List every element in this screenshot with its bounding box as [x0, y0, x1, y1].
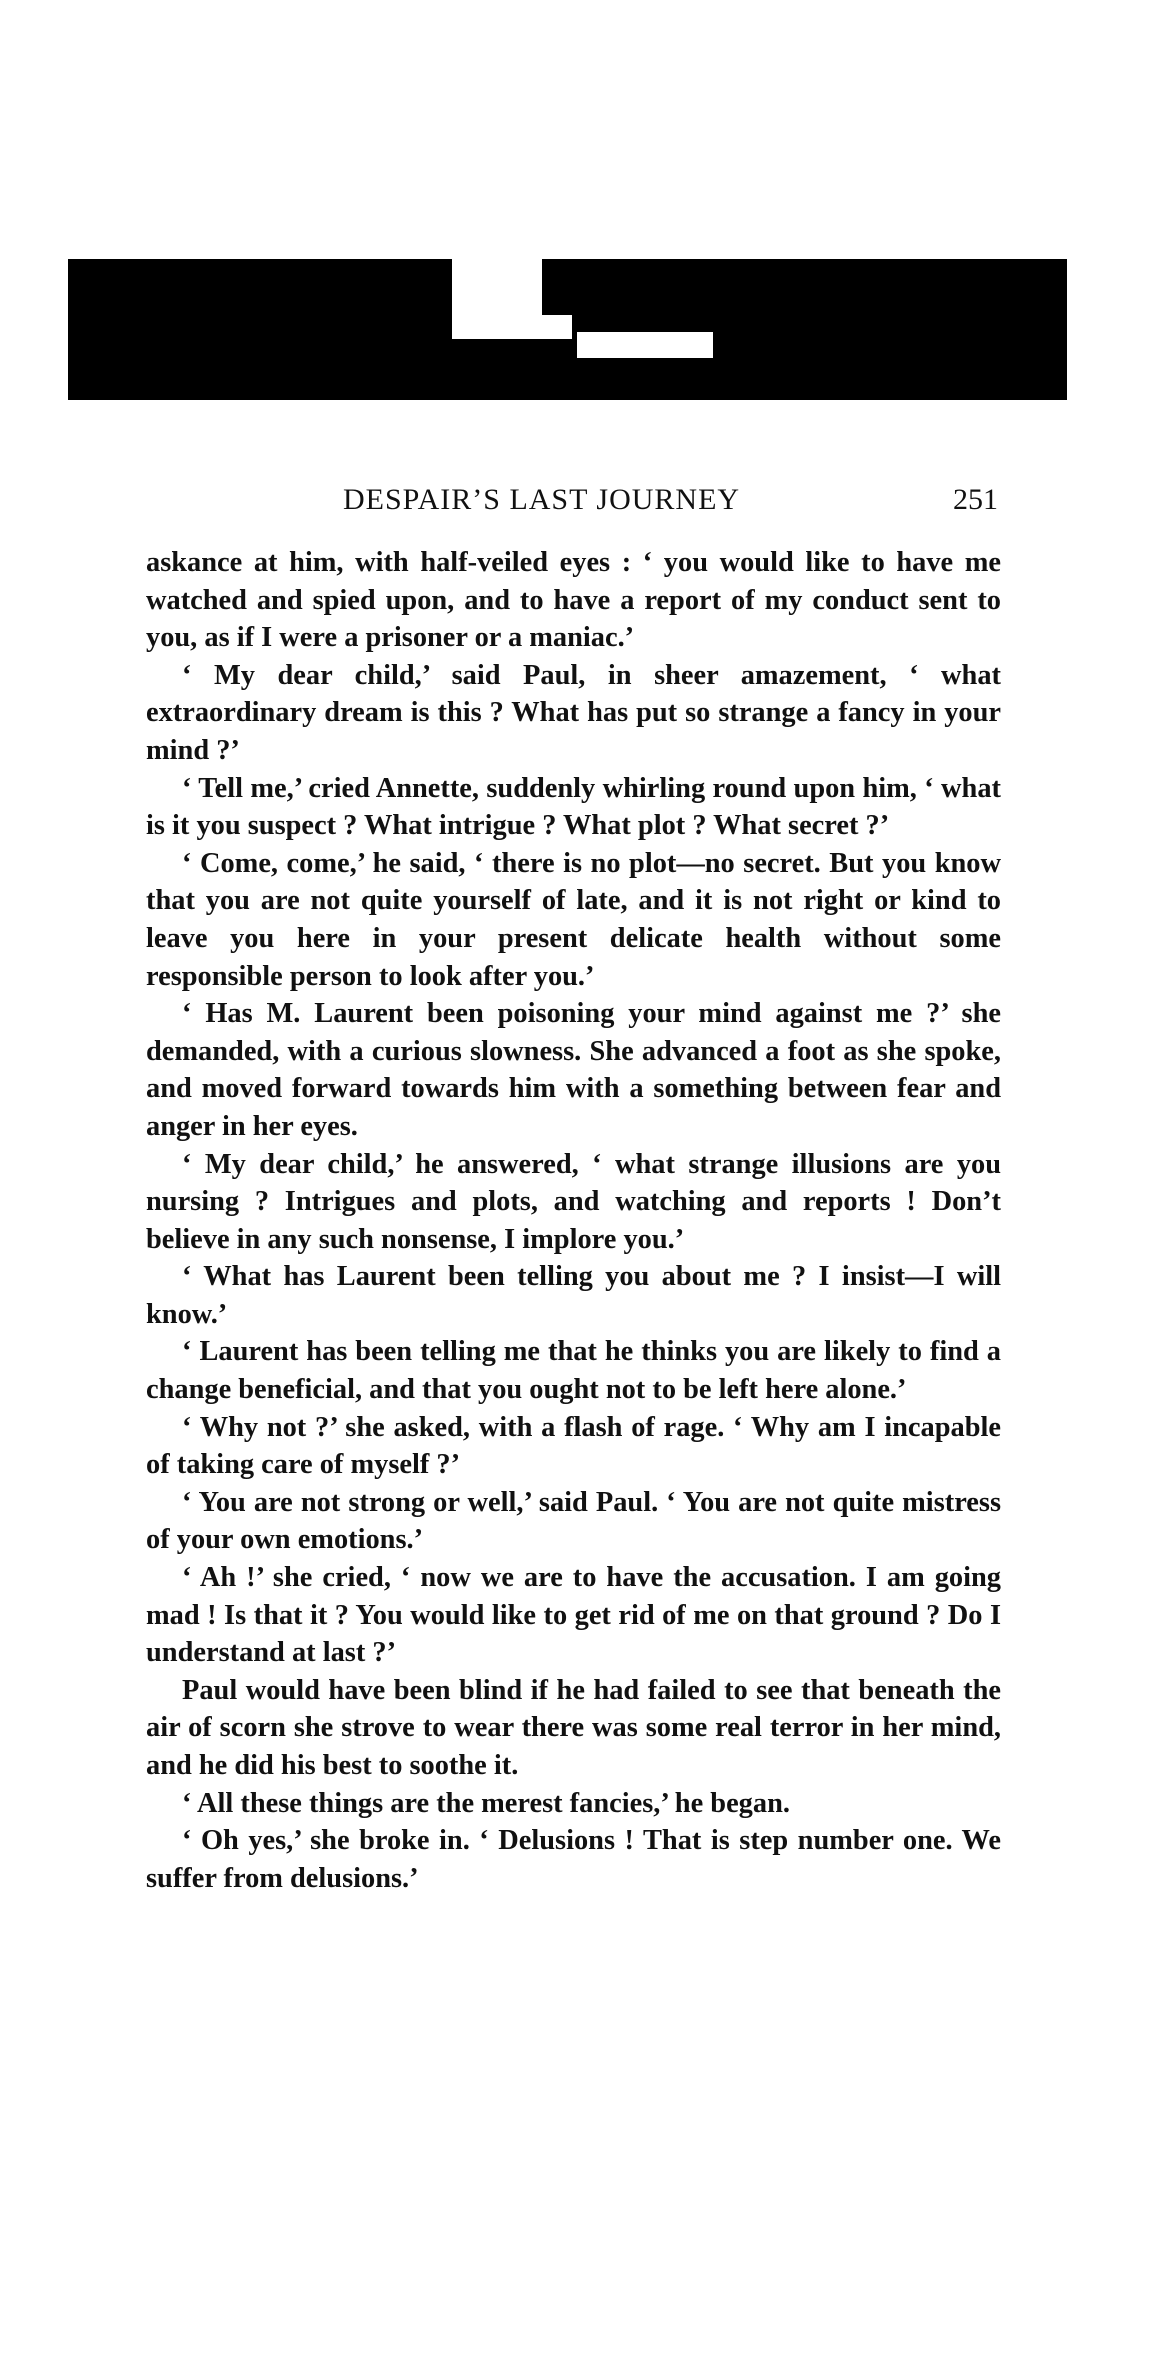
- running-head: [148, 478, 998, 522]
- paragraph: ‘ My dear child,’ he answered, ‘ what strange illusions are you nursing ? Intrigues and plots, and watching and reports ! Don’t believe in any such nonsense, I implore you.’: [146, 1148, 1001, 1255]
- paragraph: ‘ Why not ?’ she asked, with a flash of rage. ‘ Why am I incapable of taking care of myself ?’: [146, 1411, 1001, 1481]
- scan-artifact-white: [452, 315, 572, 339]
- chapter-title: DESPAIR’S LAST JOURNEY: [343, 483, 741, 516]
- scan-artifact-white: [577, 332, 713, 358]
- page-number: 251: [953, 483, 998, 516]
- paragraph: Paul would have been blind if he had failed to see that beneath the air of scorn she strove to wear there was some real terror in her mind, and he did his best to soothe it.: [146, 1674, 1001, 1781]
- paragraph: ‘ All these things are the merest fancies,’ he began.: [182, 1787, 790, 1819]
- paragraph: ‘ Has M. Laurent been poisoning your mind against me ?’ she demanded, with a curious slowness. She advanced a foot as she spoke, and moved forward towards him with a something between fear and anger in her eyes.: [146, 998, 1001, 1142]
- paragraph: ‘ Tell me,’ cried Annette, suddenly whirling round upon him, ‘ what is it you suspect ? What intrigue ? What plot ? What secret ?’: [146, 772, 1001, 842]
- paragraph: ‘ What has Laurent been telling you about me ? I insist—I will know.’: [146, 1261, 1001, 1330]
- paragraph: ‘ Come, come,’ he said, ‘ there is no plot—no secret. But you know that you are not quite yourself of late, and it is not right or kind to leave you here in your present delicate health without some responsible person to look after you.’: [146, 847, 1001, 992]
- paragraph: ‘ Ah !’ she cried, ‘ now we are to have the accusation. I am going mad ! Is that it ? You would like to get rid of me on that ground ? Do I understand at last ?’: [146, 1562, 1001, 1669]
- body-text: [146, 544, 1001, 1897]
- paragraph: ‘ You are not strong or well,’ said Paul. ‘ You are not quite mistress of your own emotions.’: [146, 1486, 1001, 1556]
- paragraph: askance at him, with half-veiled eyes : ‘ you would like to have me watched and spied upon, and to have a report of my conduct sent to you, as if I were a prisoner or a maniac.’: [146, 547, 1001, 654]
- paragraph: ‘ My dear child,’ said Paul, in sheer amazement, ‘ what extraordinary dream is this ? What has put so strange a fancy in your mind ?’: [146, 659, 1001, 766]
- scan-artifact-white: [452, 259, 542, 317]
- paragraph: ‘ Laurent has been telling me that he thinks you are likely to find a change beneficial, and that you ought not to be left here alone.’: [146, 1336, 1001, 1406]
- paragraph: ‘ Oh yes,’ she broke in. ‘ Delusions ! That is step number one. We suffer from delusions.’: [146, 1825, 1001, 1894]
- scan-redaction-band: [68, 259, 1067, 400]
